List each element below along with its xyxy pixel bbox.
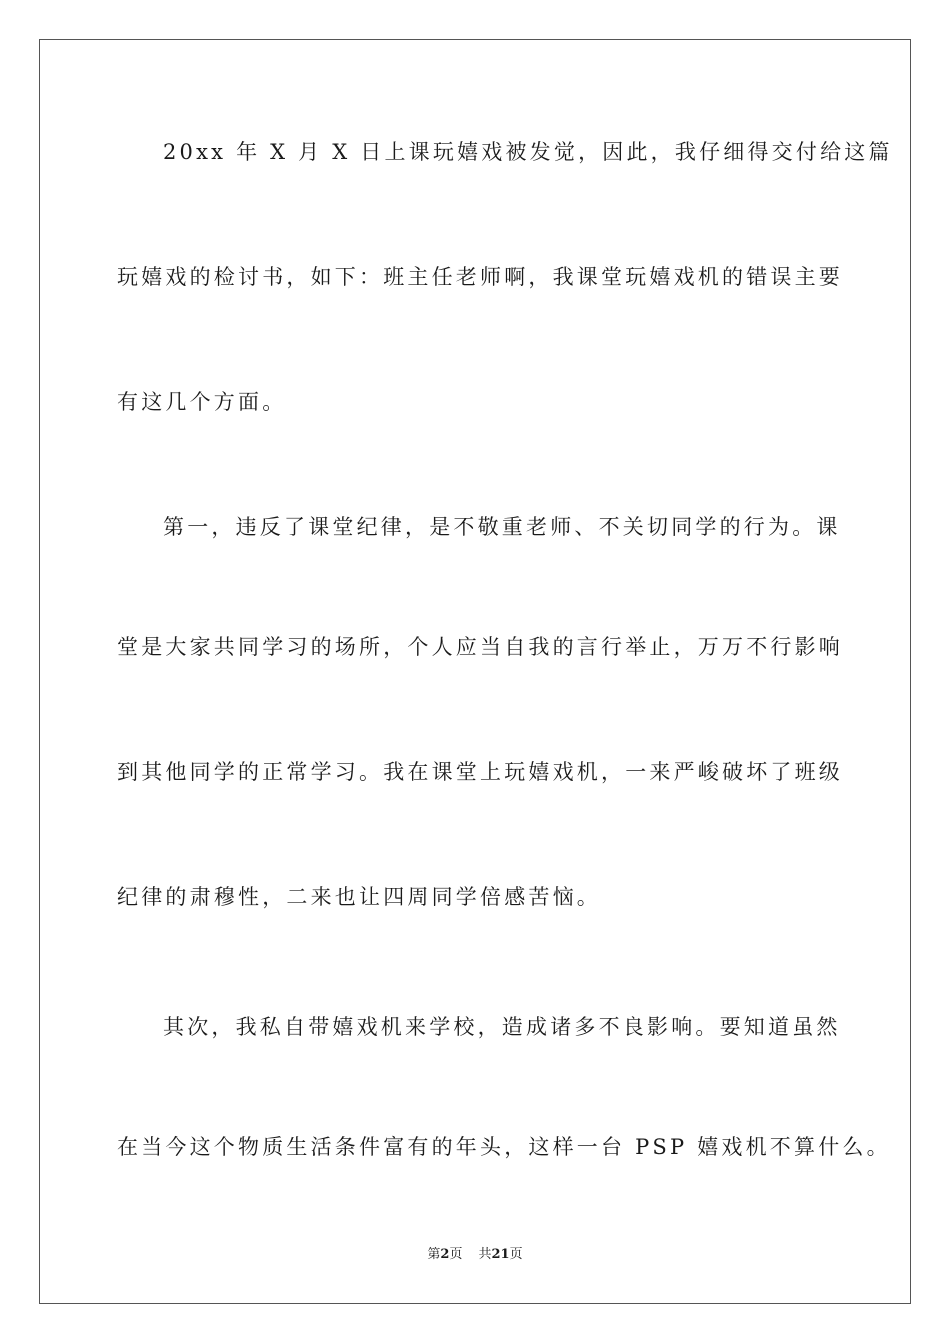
body-line-1: 20xx 年 X 月 X 日上课玩嬉戏被发觉，因此，我仔细得交付给这篇: [163, 140, 893, 164]
page-suffix: 页: [449, 1247, 463, 1262]
page-footer: [0, 1246, 950, 1264]
body-line-5: 堂是大家共同学习的场所，个人应当自我的言行举止，万万不行影响: [117, 635, 843, 659]
body-line-4: 第一，违反了课堂纪律，是不敬重老师、不关切同学的行为。课: [163, 515, 841, 539]
body-line-8: 其次，我私自带嬉戏机来学校，造成诸多不良影响。要知道虽然: [163, 1015, 841, 1039]
total-prefix: 共: [478, 1247, 492, 1262]
total-pages: 21: [491, 1247, 510, 1262]
total-suffix: 页: [509, 1247, 523, 1262]
page-border: [39, 39, 911, 1304]
body-line-9: 在当今这个物质生活条件富有的年头，这样一台 PSP 嬉戏机不算什么。: [117, 1135, 891, 1159]
body-line-2: 玩嬉戏的检讨书，如下：班主任老师啊，我课堂玩嬉戏机的错误主要: [117, 265, 843, 289]
page-prefix: 第: [427, 1247, 441, 1262]
body-line-3: 有这几个方面。: [117, 390, 287, 414]
body-line-7: 纪律的肃穆性，二来也让四周同学倍感苦恼。: [117, 885, 601, 909]
body-line-6: 到其他同学的正常学习。我在课堂上玩嬉戏机，一来严峻破坏了班级: [117, 760, 843, 784]
page-number: 2: [440, 1247, 450, 1262]
